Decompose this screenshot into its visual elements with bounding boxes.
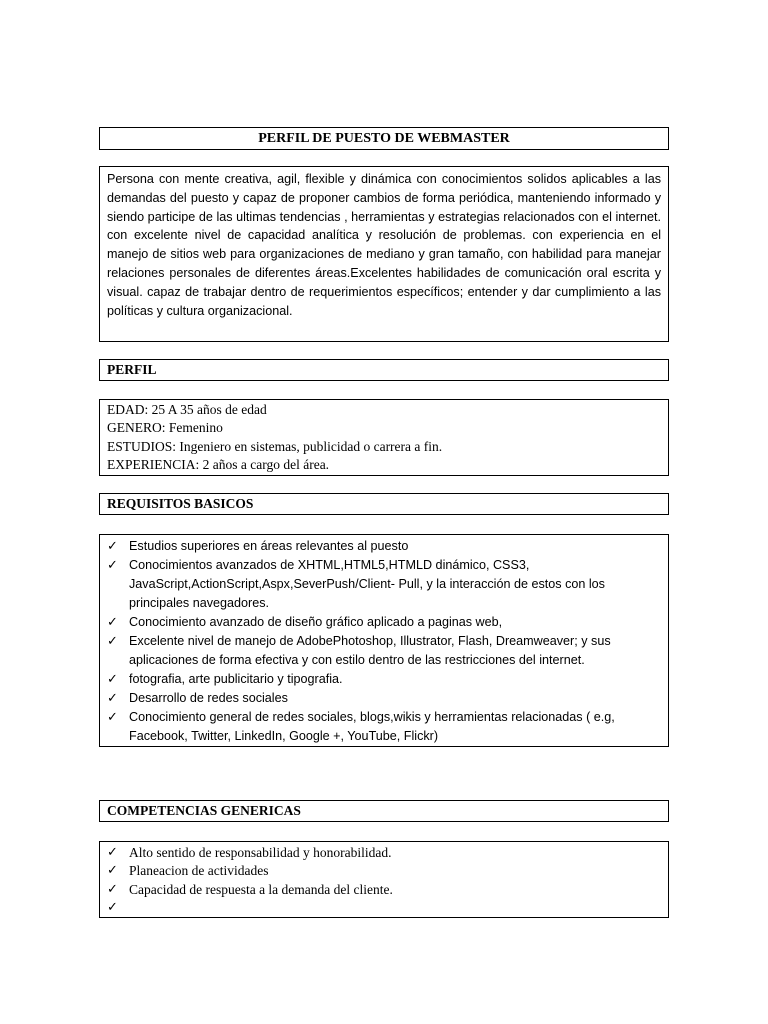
- competencias-box: [99, 841, 669, 918]
- check-icon: ✓: [107, 558, 118, 573]
- list-item: ✓ Alto sentido de responsabilidad y honorabilidad.: [107, 844, 661, 862]
- requisitos-list: [107, 537, 661, 746]
- perfil-header: PERFIL: [107, 362, 157, 377]
- list-item: [107, 899, 661, 917]
- check-icon: ✓: [107, 691, 118, 706]
- check-icon: ✓: [107, 634, 118, 649]
- check-icon: ✓: [107, 899, 118, 915]
- check-icon: ✓: [107, 845, 118, 860]
- list-item: ✓ Planeacion de actividades: [107, 862, 661, 880]
- list-item: ✓ Desarrollo de redes sociales: [107, 691, 288, 706]
- check-icon: ✓: [107, 863, 118, 879]
- perfil-header-box: [99, 359, 669, 381]
- check-icon: ✓: [107, 710, 118, 725]
- description-box: [99, 166, 669, 342]
- list-item: ✓ Capacidad de respuesta a la demanda del cliente.: [107, 881, 661, 899]
- check-icon: ✓: [107, 539, 118, 554]
- document-title-box: [99, 127, 669, 150]
- description-text: Persona con mente creativa, agil, flexible y dinámica con conocimientos solidos aplicables a las demandas del puesto y capaz de proponer cambios de forma periódica, manteniendo informado y siendo participe de las ultimas tendencias , herramientas y estrategias relacionados con el internet. con excelente nivel de capacidad analítica y resolución de problemas. con experiencia en el manejo de sitios web para organizaciones de mediano y gran tamaño, con habilidad para manejar relaciones personales de diferentes áreas.Excelentes habilidades de comunicación oral escrita y visual. capaz de trabajar dentro de requerimientos específicos; entender y dar cumplimiento a las políticas y cultura organizacional.: [107, 172, 661, 318]
- list-item: ✓ Conocimiento general de redes sociales, blogs,wikis y herramientas relacionadas ( e.g, Facebook, Twitter, LinkedIn, Google +, YouTube, Flickr): [107, 710, 615, 743]
- requisitos-header: REQUISITOS BASICOS: [107, 496, 254, 511]
- list-item: ✓ Conocimiento avanzado de diseño gráfico aplicado a paginas web,: [107, 615, 503, 630]
- check-icon: ✓: [107, 881, 118, 897]
- perfil-genero: GENERO: Femenino: [107, 420, 223, 436]
- competencias-header-box: [99, 800, 669, 822]
- document-title: PERFIL DE PUESTO DE WEBMASTER: [258, 131, 510, 146]
- requisitos-box: [99, 534, 669, 747]
- competencias-header: COMPETENCIAS GENERICAS: [107, 803, 301, 818]
- list-item: ✓ Excelente nivel de manejo de AdobePhotoshop, Illustrator, Flash, Dreamweaver; y sus aplicaciones de forma efectiva y con estilo dentro de las restricciones del internet.: [107, 634, 611, 667]
- list-item: ✓ Conocimientos avanzados de XHTML,HTML5,HTMLD dinámico, CSS3, JavaScript,ActionScript,Aspx,SeverPush/Client- Pull, y la interacción de estos con los principales navegadores.: [107, 558, 605, 610]
- perfil-experiencia: EXPERIENCIA: 2 años a cargo del área.: [107, 456, 330, 472]
- perfil-estudios: ESTUDIOS: Ingeniero en sistemas, publicidad o carrera a fin.: [107, 438, 443, 454]
- check-icon: ✓: [107, 615, 118, 630]
- check-icon: ✓: [107, 672, 118, 687]
- perfil-edad: EDAD: 25 A 35 años de edad: [107, 402, 267, 417]
- list-item: ✓ Estudios superiores en áreas relevantes al puesto: [107, 539, 409, 554]
- perfil-box: [99, 399, 669, 476]
- requisitos-header-box: [99, 493, 669, 515]
- competencias-list: [107, 844, 661, 917]
- list-item: ✓ fotografia, arte publicitario y tipografia.: [107, 672, 343, 687]
